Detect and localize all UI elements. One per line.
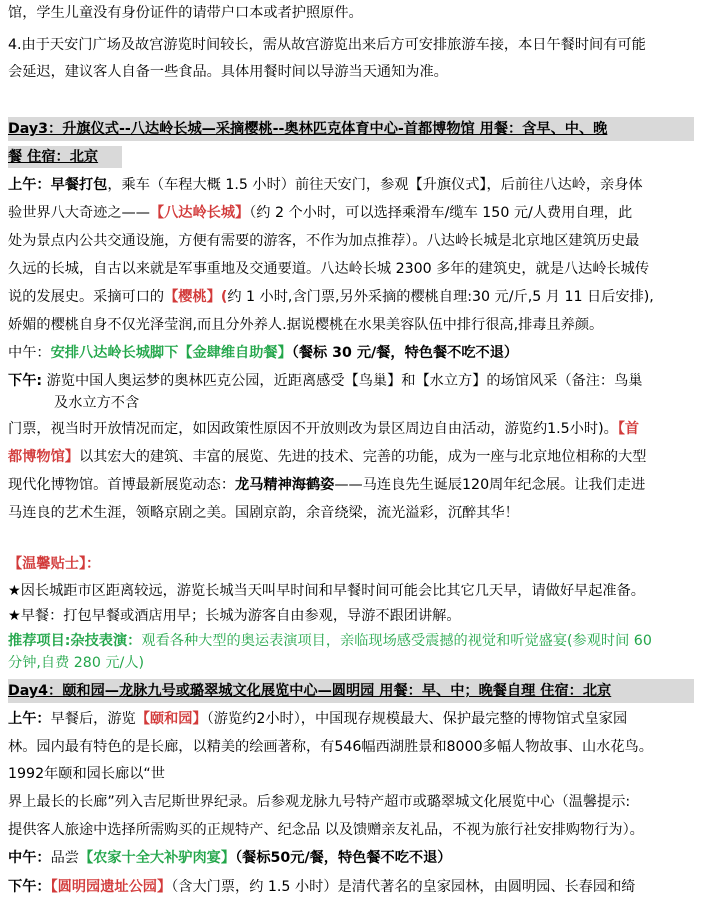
text-span: 【首: [617, 421, 640, 437]
breakfast-note: 早餐打包: [50, 177, 108, 193]
tip-item: ★因长城距市区距离较远，游览长城当天叫早时间和早餐时间可能会比其它几天早，请做好早起准备。: [8, 583, 645, 599]
text-span: （游览约2小时），中国现存规模最大、保护最完整的博物馆式皇家园: [206, 711, 628, 727]
day3-afternoon-3: [8, 418, 700, 440]
text-span: 游览中国人奥运梦的奥林匹克公园，近距离感受【鸟巢】和【水立方】的场馆风采（备注：鸟巢: [46, 373, 643, 389]
afternoon-label: 下午：: [8, 879, 51, 895]
text-line: 娇媚的樱桃自身不仅光泽莹润,而且分外养人.据说樱桃在水果美容队伍中排行很高,排毒且养颜。: [8, 317, 604, 333]
text-span: 说的发展史。采摘可口的: [8, 289, 165, 305]
day3-afternoon-4: [8, 446, 700, 468]
tip-item: ★早餐：打包早餐或酒店用早；长城为游客自由参观，导游不跟团讲解。: [8, 608, 461, 624]
day3-afternoon-5: [8, 474, 700, 496]
morning-label: 上午：: [8, 177, 51, 193]
cherry-picking: 【樱桃】(: [164, 289, 228, 305]
text-line: 提供客人旅途中选择所需购买的正规特产、纪念品 以及馈赠亲友礼品，不视为旅行社安排购物行为）。: [8, 822, 644, 838]
capital-museum: 都博物馆】: [8, 449, 79, 465]
text-line: 及水立方不含: [54, 395, 140, 411]
lunch-buffet: 安排八达岭长城脚下【金肆维自助餐】: [50, 345, 292, 361]
morning-label: 上午：: [8, 711, 51, 727]
text-span: 以其宏大的建筑、丰富的展览、先进的技术、完善的功能，成为一座与北京地位相称的大型: [78, 449, 647, 465]
day3-afternoon: [8, 370, 700, 392]
noon-label: 中午：: [8, 850, 51, 866]
text-span: （餐标50元/餐，特色餐不吃不退）: [235, 850, 452, 866]
day3-lunch: [8, 342, 700, 364]
day3-title: Day3：升旗仪式--八达岭长城—采摘樱桃--奥林匹克体育中心-首都博物馆 用餐：含早、中、晚: [8, 121, 608, 137]
text-span: 门票，视当时开放情况而定，如因政策性原因不开放则改为景区周边自由活动，游览约1.5小时)。: [8, 421, 618, 437]
old-summer-palace: 【圆明园遗址公园】: [50, 879, 172, 895]
summer-palace: 【颐和园】: [135, 711, 207, 727]
text-span: 品尝: [50, 850, 79, 866]
text-line: 1992年颐和园长廊以“世: [8, 766, 165, 782]
text-span: 现代化博物馆。首博最新展览动态：: [8, 477, 236, 493]
recommended-acrobatics: [8, 630, 700, 652]
text-line: 久远的长城，自古以来就是军事重地及交通要道。八达岭长城 2300 多年的建筑史，就是八达岭长城传: [8, 261, 650, 277]
text-line: 马连良的艺术生涯，领略京剧之美。国剧京韵，余音绕梁，流光溢彩，沉醉其华！: [8, 505, 519, 521]
text-span: （餐标 30 元/餐，特色餐不吃不退）: [291, 345, 519, 361]
text-line: 馆，学生儿童没有身份证件的请带户口本或者护照原件。: [8, 5, 363, 21]
text-span: （含大门票，约 1.5 小时）是清代著名的皇家园林，由圆明园、长春园和绮: [171, 879, 636, 895]
text-span: 约 1 小时,含门票,另外采摘的樱桃自理:30 元/斤,5 月 11 日后安排),: [227, 289, 654, 305]
text-span: ，乘车（车程大概 1.5 小时）前往天安门，参观【升旗仪式】，后前往八达岭，亲身体: [107, 177, 643, 193]
text-span: 早餐后，游览: [50, 711, 136, 727]
exhibition-name: 龙马精神海鹤姿: [235, 477, 335, 493]
badaling-great-wall: 【八达岭长城】: [149, 205, 250, 221]
text-span: 观看各种大型的奥运表演项目，亲临现场感受震撼的视觉和听觉盛宴(参观时间 60: [141, 633, 652, 649]
text-span: ——马连良先生诞辰120周年纪念展。让我们走进: [334, 477, 646, 493]
day3-cherry: [8, 286, 700, 308]
day4-morning: [8, 708, 700, 730]
day4-lunch: [8, 847, 700, 869]
text-line: 林。园内最有特色的是长廊，以精美的绘画著称，有546幅西湖胜景和8000多幅人物故事、山水花鸟。: [8, 739, 653, 755]
text-line: 分钟,自费 280 元/人): [8, 655, 145, 671]
text-line: 4.由于天安门广场及故宫游览时间较长，需从故宫游览出来后方可安排旅游车接，本日午餐时间有可能: [8, 37, 646, 53]
day4-title: Day4：颐和园—龙脉九号或璐翠城文化展览中心—圆明园 用餐：早、中；晚餐自理 住宿：北京: [8, 683, 612, 699]
recommend-label: 推荐项目:杂技表演：: [8, 633, 142, 649]
text-line: 界上最长的长廊”列入吉尼斯世界纪录。后参观龙脉九号特产超市或璐翠城文化展览中心（温馨提示:: [8, 794, 631, 810]
tips-title: 【温馨贴士】：: [8, 556, 101, 572]
text-span: 验世界八大奇迹之——: [8, 205, 150, 221]
day3-morning: [8, 174, 700, 196]
text-line: 会延迟，建议客人自备一些食品。具体用餐时间以导游当天通知为准。: [8, 64, 448, 80]
day3-title-cont: 餐 住宿：北京: [8, 149, 99, 165]
text-line: 处为景点内公共交通设施，方便有需要的游客，不作为加点推荐）。八达岭长城是北京地区建筑历史最: [8, 233, 640, 249]
noon-label: 中午：: [8, 345, 51, 361]
day3-morning-2: [8, 202, 700, 224]
donkey-meat-feast: 【农家十全大补驴肉宴】: [78, 850, 236, 866]
day4-afternoon: [8, 876, 700, 898]
text-span: （约 2 个小时，可以选择乘滑车/缆车 150 元/人费用自理，此: [249, 205, 633, 221]
afternoon-label: 下午:: [8, 373, 43, 389]
